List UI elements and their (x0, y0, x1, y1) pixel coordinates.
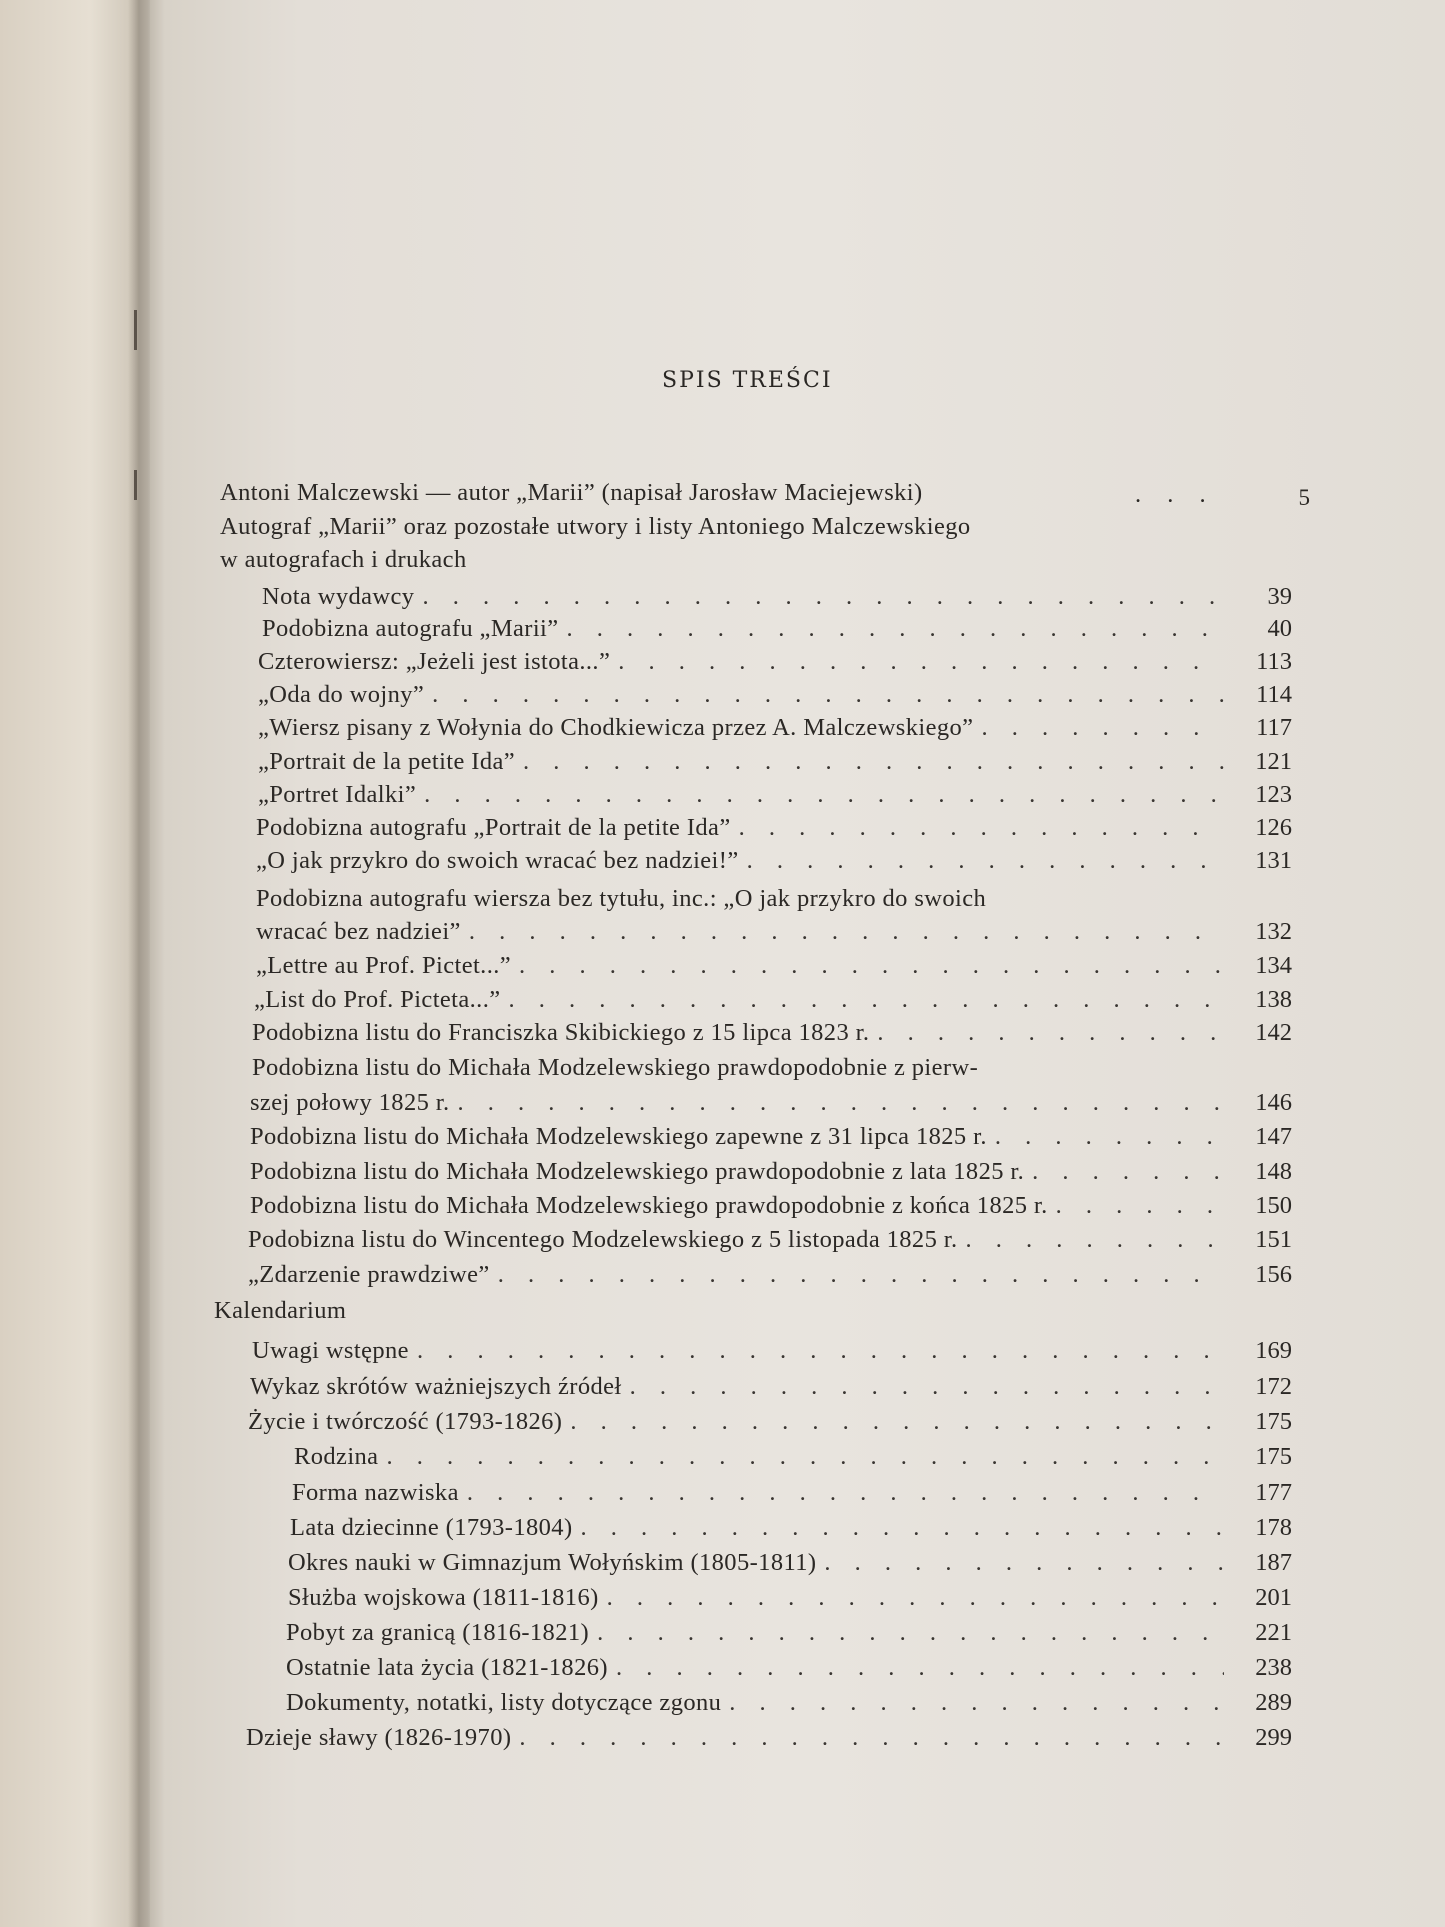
toc-entry-label: „O jak przykro do swoich wracać bez nadziei!” (256, 847, 739, 874)
toc-page-number: 114 (1256, 681, 1292, 708)
toc-entry-label: „Zdarzenie prawdziwe” (248, 1261, 490, 1288)
toc-leader-dots (581, 1513, 1224, 1543)
toc-leader-dots (567, 614, 1224, 644)
toc-entry-label: Podobizna listu do Michała Modzelewskiego prawdopodobnie z lata 1825 r. (250, 1158, 1025, 1185)
toc-leader-dots (386, 1442, 1224, 1472)
toc-page-number: 201 (1255, 1584, 1292, 1611)
toc-entry-label: Dokumenty, notatki, listy dotyczące zgonu (286, 1689, 722, 1716)
toc-entry (288, 1583, 1292, 1613)
toc-leader-dots (1032, 1157, 1224, 1187)
toc-page-number: 187 (1255, 1549, 1292, 1576)
toc-leader-dots (965, 1225, 1224, 1255)
toc-entry-label: Podobizna listu do Wincentego Modzelewskiego z 5 listopada 1825 r. (248, 1226, 958, 1253)
toc-page-number: 126 (1255, 814, 1292, 841)
toc-entry-label: wracać bez nadziei” (256, 918, 461, 945)
toc-leader-dots: . . . (1135, 481, 1216, 508)
toc-leader-dots (824, 1548, 1224, 1578)
toc-entry (286, 1688, 1292, 1718)
toc-entry-label: Antoni Malczewski — autor „Marii” (napisał Jarosław Maciejewski) (220, 479, 923, 506)
toc-leader-dots (417, 1336, 1224, 1366)
toc-entry-label: Podobizna listu do Michała Modzelewskiego prawdopodobnie z pierw- (252, 1054, 979, 1081)
toc-page-number: 132 (1255, 918, 1292, 945)
toc-leader-dots (519, 951, 1224, 981)
toc-entry (250, 1157, 1292, 1187)
toc-entry-label: „List do Prof. Picteta...” (254, 986, 501, 1013)
toc-page-number: 121 (1255, 748, 1292, 775)
toc-page-number: 150 (1255, 1192, 1292, 1219)
toc-page-number: 5 (1298, 485, 1310, 510)
toc-entry (250, 1372, 1292, 1402)
toc-entry (258, 680, 1292, 710)
toc-leader-dots (1056, 1191, 1224, 1221)
toc-entry-label: Ostatnie lata życia (1821-1826) (286, 1654, 608, 1681)
toc-entry-label: Nota wydawcy (262, 583, 415, 610)
toc-leader-dots (432, 680, 1224, 710)
toc-entry-label: „Lettre au Prof. Pictet...” (256, 952, 512, 979)
toc-page-number: 123 (1255, 781, 1292, 808)
toc-entry (248, 1260, 1292, 1290)
toc-section-label: Kalendarium (214, 1297, 347, 1324)
toc-entry (248, 1407, 1292, 1437)
toc-leader-dots (523, 747, 1224, 777)
toc-leader-dots (509, 985, 1225, 1015)
toc-entry-label: szej połowy 1825 r. (250, 1089, 450, 1116)
toc-entry (252, 1018, 1292, 1048)
toc-page-number: 40 (1267, 615, 1292, 642)
toc-entry (286, 1653, 1292, 1683)
toc-page-number: 148 (1255, 1158, 1292, 1185)
toc-page-number: 221 (1255, 1619, 1292, 1646)
toc-leader-dots (981, 713, 1224, 743)
toc-entry-label: Autograf „Marii” oraz pozostałe utwory i listy Antoniego Malczewskiego (220, 513, 971, 540)
toc-entry (250, 1088, 1292, 1118)
toc-entry-label: „Portret Idalki” (258, 781, 417, 808)
toc-leader-dots (739, 813, 1224, 843)
toc-entry-label: Podobizna autografu „Marii” (262, 615, 559, 642)
toc-leader-dots (422, 582, 1224, 612)
toc-entry-label: Służba wojskowa (1811-1816) (288, 1584, 599, 1611)
toc-page-number: 172 (1255, 1373, 1292, 1400)
toc-leader-dots (877, 1018, 1224, 1048)
toc-entry (262, 614, 1292, 644)
toc-entry-label: w autografach i drukach (220, 546, 467, 573)
toc-entry (262, 582, 1292, 612)
toc-entry (250, 1122, 1292, 1152)
toc-leader-dots (498, 1260, 1224, 1290)
toc-entry (286, 1618, 1292, 1648)
toc-leader-dots (729, 1688, 1224, 1718)
toc-entry-label: Rodzina (294, 1443, 379, 1470)
toc-entry (246, 1723, 1292, 1753)
toc-entry-label: „Portrait de la petite Ida” (258, 748, 516, 775)
toc-entry-label: Dzieje sławy (1826-1970) (246, 1724, 512, 1751)
toc-leader-dots (424, 780, 1224, 810)
toc-entry-label: Forma nazwiska (292, 1479, 459, 1506)
toc-leader-dots (618, 647, 1224, 677)
toc-entry-label: Czterowiersz: „Jeżeli jest istota...” (258, 648, 611, 675)
toc-entry (290, 1513, 1292, 1543)
toc-page-number: 175 (1255, 1408, 1292, 1435)
toc-entry (258, 713, 1292, 743)
toc-leader-dots (616, 1653, 1224, 1683)
toc-leader-dots (995, 1122, 1224, 1152)
toc-entry-label: Podobizna autografu „Portrait de la petite Ida” (256, 814, 731, 841)
toc-entry-label: Wykaz skrótów ważniejszych źródeł (250, 1373, 622, 1400)
toc-entry-label: Pobyt za granicą (1816-1821) (286, 1619, 590, 1646)
toc-leader-dots (597, 1618, 1224, 1648)
toc-page-number: 142 (1255, 1019, 1292, 1046)
toc-entry (258, 747, 1292, 777)
toc-page-number: 169 (1255, 1337, 1292, 1364)
toc-page-number: 177 (1255, 1479, 1292, 1506)
toc-page-number: 156 (1255, 1261, 1292, 1288)
toc-page-number: 238 (1255, 1654, 1292, 1681)
toc-entry (288, 1548, 1292, 1578)
toc-entry (256, 917, 1292, 947)
toc-leader-dots (519, 1723, 1224, 1753)
toc-entry-label: „Oda do wojny” (258, 681, 425, 708)
toc-page-number: 175 (1255, 1443, 1292, 1470)
toc-entry (258, 647, 1292, 677)
toc-page-number: 289 (1255, 1689, 1292, 1716)
page-title: SPIS TREŚCI (662, 368, 833, 393)
toc-entry-label: Podobizna autografu wiersza bez tytułu, inc.: „O jak przykro do swoich (256, 885, 987, 912)
toc-page-number: 113 (1256, 648, 1292, 675)
toc-entry (258, 780, 1292, 810)
toc-page-number: 178 (1255, 1514, 1292, 1541)
toc-entry-label: Życie i twórczość (1793-1826) (248, 1408, 563, 1435)
toc-entry-label: Podobizna listu do Michała Modzelewskiego prawdopodobnie z końca 1825 r. (250, 1192, 1048, 1219)
toc-entry-label: „Wiersz pisany z Wołynia do Chodkiewicza przez A. Malczewskiego” (258, 714, 974, 741)
toc-leader-dots (630, 1372, 1224, 1402)
toc-page-number: 39 (1267, 583, 1292, 610)
toc-entry (256, 846, 1292, 876)
toc-entry (252, 1336, 1292, 1366)
toc-entry-label: Uwagi wstępne (252, 1337, 409, 1364)
toc-leader-dots (467, 1478, 1224, 1508)
toc-page-number: 138 (1255, 986, 1292, 1013)
toc-entry (294, 1442, 1292, 1472)
toc-entry-label: Lata dziecinne (1793-1804) (290, 1514, 573, 1541)
toc-page-number: 146 (1255, 1089, 1292, 1116)
toc-entry (248, 1225, 1292, 1255)
toc-entry (254, 985, 1292, 1015)
toc-page-number: 117 (1256, 714, 1292, 741)
toc-entry (256, 813, 1292, 843)
toc-leader-dots (607, 1583, 1224, 1613)
toc-page-number: 131 (1255, 847, 1292, 874)
toc-entry (256, 951, 1292, 981)
toc-entry (250, 1191, 1292, 1221)
toc-leader-dots (747, 846, 1224, 876)
toc-page-number: 134 (1255, 952, 1292, 979)
toc-leader-dots (570, 1407, 1224, 1437)
toc-entry-label: Podobizna listu do Franciszka Skibickiego z 15 lipca 1823 r. (252, 1019, 870, 1046)
toc-leader-dots (458, 1088, 1225, 1118)
toc-leader-dots (469, 917, 1224, 947)
toc-entry-label: Podobizna listu do Michała Modzelewskiego zapewne z 31 lipca 1825 r. (250, 1123, 987, 1150)
toc-page-number: 147 (1255, 1123, 1292, 1150)
toc-page-number: 151 (1255, 1226, 1292, 1253)
toc-entry (292, 1478, 1292, 1508)
toc-entry-label: Okres nauki w Gimnazjum Wołyńskim (1805-1811) (288, 1549, 817, 1576)
toc-page-number: 299 (1255, 1724, 1292, 1751)
